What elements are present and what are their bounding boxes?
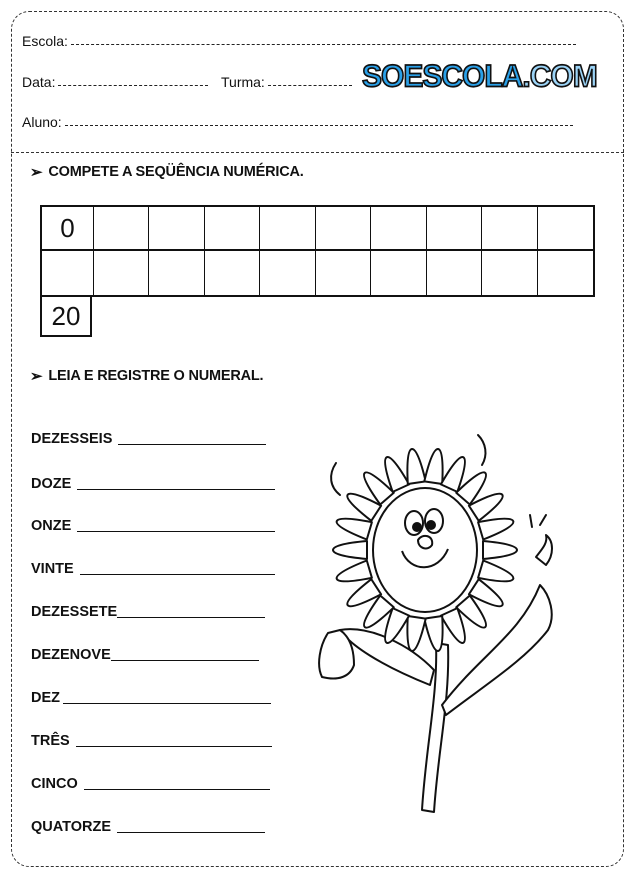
word-row[interactable]	[31, 690, 271, 706]
sequence-cell[interactable]	[42, 251, 94, 295]
sequence-cell[interactable]	[42, 207, 94, 251]
word-row[interactable]	[31, 647, 259, 663]
sequence-cell[interactable]	[149, 207, 204, 251]
sequence-cell[interactable]	[482, 251, 537, 295]
word-row[interactable]	[31, 776, 270, 792]
sequence-first-value: 0	[60, 212, 75, 243]
nose	[418, 536, 432, 549]
word-label: CINCO	[31, 776, 78, 792]
answer-line[interactable]	[80, 574, 275, 575]
word-label: TRÊS	[31, 733, 70, 749]
arrow-right-icon: ➢	[30, 164, 43, 181]
sequence-cell[interactable]	[260, 207, 315, 251]
escola-line	[71, 44, 576, 45]
sequence-cell[interactable]	[94, 207, 149, 251]
sequence-cell[interactable]	[94, 251, 149, 295]
word-label: DOZE	[31, 476, 72, 492]
sequence-cell[interactable]	[538, 207, 593, 251]
petal	[407, 449, 425, 484]
word-row[interactable]	[31, 561, 275, 577]
turma-label: Turma:	[221, 74, 265, 90]
word-label: VINTE	[31, 561, 74, 577]
word-label: DEZESSETE	[31, 604, 118, 620]
sequence-cell[interactable]	[316, 251, 371, 295]
word-row[interactable]	[31, 604, 265, 620]
answer-line[interactable]	[111, 660, 259, 661]
sequence-cell[interactable]	[149, 251, 204, 295]
word-label: DEZESSEIS	[31, 431, 113, 447]
motion-line	[331, 463, 340, 495]
sequence-cell[interactable]	[538, 251, 593, 295]
answer-line[interactable]	[77, 531, 275, 532]
turma-line	[268, 85, 352, 86]
word-label: DEZENOVE	[31, 647, 111, 663]
motion-line	[540, 515, 546, 525]
aluno-field[interactable]	[22, 114, 573, 130]
sequence-cell[interactable]	[371, 207, 426, 251]
sunflower-illustration	[310, 415, 570, 825]
word-label: QUATORZE	[31, 819, 112, 835]
answer-line[interactable]	[76, 746, 272, 747]
instruction-1-text: COMPETE A SEQÜÊNCIA NUMÉRICA.	[48, 164, 304, 180]
turma-field[interactable]	[221, 74, 352, 90]
petal	[424, 449, 442, 484]
data-field[interactable]	[22, 74, 208, 90]
petal	[478, 561, 513, 582]
glove-right	[536, 535, 552, 565]
word-row[interactable]	[31, 733, 272, 749]
petal	[337, 519, 372, 540]
sequence-cell[interactable]	[371, 251, 426, 295]
answer-line[interactable]	[63, 703, 271, 704]
data-label: Data:	[22, 74, 56, 90]
escola-label: Escola:	[22, 33, 68, 49]
aluno-line	[65, 125, 573, 126]
sequence-cell[interactable]	[427, 207, 482, 251]
petal	[333, 541, 367, 559]
word-row[interactable]	[31, 431, 266, 447]
petal	[483, 541, 517, 559]
soescola-logo	[362, 59, 597, 95]
sequence-cell[interactable]	[260, 251, 315, 295]
motion-line	[478, 435, 485, 465]
sequence-cell[interactable]	[427, 251, 482, 295]
left-pupil	[413, 523, 421, 531]
motion-line	[530, 515, 532, 527]
data-line	[58, 85, 208, 86]
instruction-1	[30, 163, 304, 181]
aluno-label: Aluno:	[22, 114, 62, 130]
word-row[interactable]	[31, 476, 275, 492]
answer-line[interactable]	[118, 444, 266, 445]
escola-field[interactable]	[22, 33, 576, 49]
flower-center	[373, 488, 477, 612]
answer-line[interactable]	[117, 617, 265, 618]
logo-suffix-text: .COM	[522, 59, 597, 94]
sequence-last-value: 20	[51, 300, 81, 331]
instruction-2	[30, 367, 263, 385]
word-row[interactable]	[31, 819, 265, 835]
answer-line[interactable]	[84, 789, 270, 790]
sequence-cell[interactable]	[205, 251, 260, 295]
right-pupil	[427, 521, 435, 529]
petal	[407, 616, 425, 651]
word-label: DEZ	[31, 690, 60, 706]
instruction-2-text: LEIA E REGISTRE O NUMERAL.	[48, 368, 264, 384]
arrow-right-icon: ➢	[30, 368, 43, 385]
petal	[478, 519, 513, 540]
answer-line[interactable]	[77, 489, 275, 490]
word-label: ONZE	[31, 518, 72, 534]
answer-line[interactable]	[117, 832, 265, 833]
sequence-cell[interactable]	[482, 207, 537, 251]
sequence-last-cell	[40, 295, 92, 337]
sequence-cell[interactable]	[316, 207, 371, 251]
number-sequence-grid	[40, 205, 595, 297]
word-row[interactable]	[31, 518, 275, 534]
logo-main-text: SOESCOLA	[362, 59, 523, 94]
header-separator	[11, 152, 624, 153]
sequence-cell[interactable]	[205, 207, 260, 251]
petal	[337, 561, 372, 582]
petal	[424, 616, 442, 651]
